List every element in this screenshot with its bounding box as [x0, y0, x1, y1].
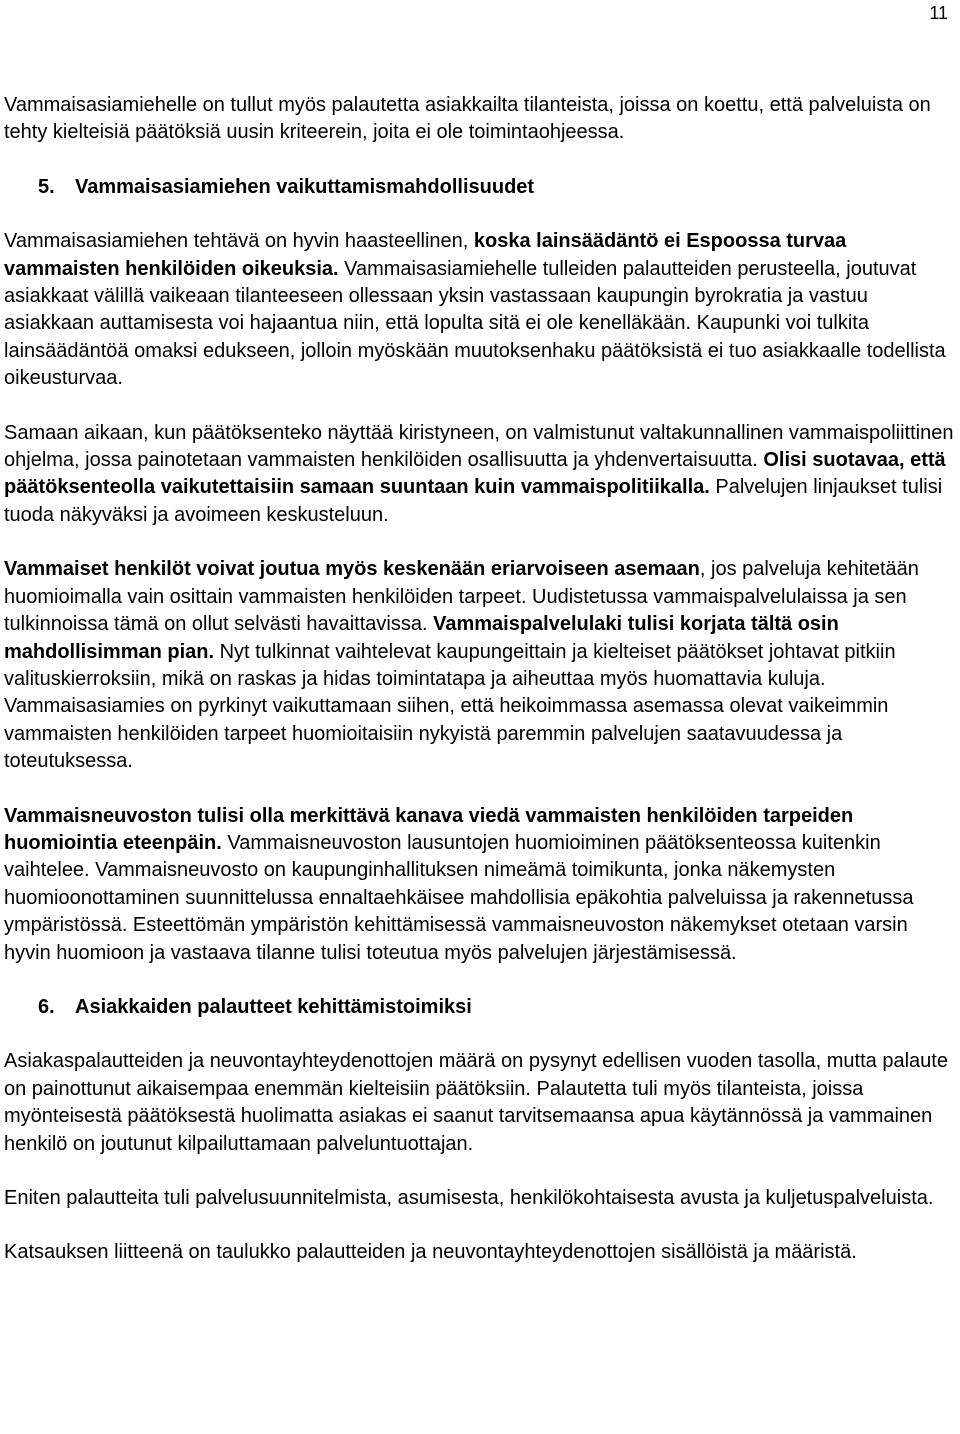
section-5-paragraph-4	[4, 803, 956, 967]
section-6-number: 6.	[38, 995, 55, 1018]
bold-run: Vammaiset henkilöt voivat joutua myös keskenään eriarvoiseen asemaan	[4, 558, 700, 581]
intro-paragraph: Vammaisasiamiehelle on tullut myös palautetta asiakkailta tilanteista, joissa on koettu, että palveluista on tehty kielteisiä päätöksiä uusin kriteerein, joita ei ole toimintaohjeessa.	[4, 94, 931, 144]
section-5-heading	[4, 174, 956, 201]
text-run: Vammaisasiamiehelle tulleiden palautteiden perusteella, joutuvat asiakkaat välillä vaikeaan tilanteeseen ollessaan yksin vastassaan kaupungin byrokratia ja vastuu asiakkaan auttamisesta voi hajaantua niin, että lopulta sitä ei ole kenelläkään. Kaupunki voi tulkita lainsäädäntöä omaksi edukseen, jolloin myöskään muutoksenhaku päätöksistä ei tuo asiakkaalle todellista oikeusturvaa.	[4, 257, 946, 390]
bold-run: Vammaispalvelulaki tulisi korjata tältä osin mahdollisimman pian.	[4, 613, 839, 663]
section-6-paragraph-2: Eniten palautteita tuli palvelusuunnitelmista, asumisesta, henkilökohtaisesta avusta ja kuljetuspalveluista.	[4, 1187, 934, 1209]
text-run: Palvelujen linjaukset tulisi tuoda näkyväksi ja avoimeen keskusteluun.	[4, 476, 943, 526]
text-run: Vammaisasiamiehen tehtävä on hyvin haasteellinen,	[4, 230, 474, 253]
section-5-paragraph-1	[4, 228, 956, 392]
text-run: Nyt tulkinnat vaihtelevat kaupungeittain ja kielteiset päätökset johtavat pitkiin valituskierroksiin, mikä on raskas ja hidas toimintatapa ja aiheuttaa myös huomattavia kuluja. Vammaisasiamies on pyrkinyt vaikuttamaan siihen, että heikoimmassa asemassa olevat vaikeimmin vammaisten henkilöiden tarpeet huomioitaisiin nykyistä paremmin palvelujen saatavuudessa ja toteutuksessa.	[4, 640, 896, 773]
bold-run: koska lainsäädäntö ei Espoossa turvaa vammaisten henkilöiden oikeuksia.	[4, 230, 847, 280]
text-run: Vammaisneuvoston lausuntojen huomioiminen päätöksenteossa kuitenkin vaihtelee. Vammaisneuvosto on kaupunginhallituksen nimeämä toimikunta, jonka näkemysten huomioonottaminen suunnittelussa ennaltaehkäisee mahdollisia epäkohtia palveluissa ja rakennetussa ympäristössä. Esteettömän ympäristön kehittämisessä vammaisneuvoston näkemykset otetaan varsin hyvin huomioon ja vastaava tilanne tulisi toteutua myös palvelujen järjestämisessä.	[4, 831, 914, 964]
text-run: Samaan aikaan, kun päätöksenteko näyttää kiristyneen, on valmistunut valtakunnallinen vammaispoliittinen ohjelma, jossa painotetaan vammaisten henkilöiden osallisuutta ja yhdenvertaisuutta.	[4, 421, 954, 472]
section-5-title: Vammaisasiamiehen vaikuttamismahdollisuudet	[75, 175, 535, 198]
text-run: , jos palveluja kehitetään huomioimalla vain osittain vammaisten henkilöiden tarpeet. Uudistetussa vammaispalvelulaissa ja sen tulkinnoissa tämä on ollut selvästi havaittavissa.	[4, 558, 919, 636]
document-body	[4, 92, 956, 1267]
section-6-heading	[4, 994, 956, 1021]
section-6-paragraph-3: Katsauksen liitteenä on taulukko palautteiden ja neuvontayhteydenottojen sisällöistä ja määristä.	[4, 1241, 857, 1264]
section-5-number: 5.	[38, 175, 55, 198]
bold-run: Olisi suotavaa, että päätöksenteolla vaikutettaisiin samaan suuntaan kuin vammaispolitiikalla.	[4, 449, 946, 499]
bold-run: Vammaisneuvoston tulisi olla merkittävä kanava viedä vammaisten henkilöiden tarpeiden huomiointia eteenpäin.	[4, 804, 854, 854]
page-number: 11	[929, 3, 948, 23]
section-5-paragraph-2	[4, 420, 956, 530]
section-6-paragraph-1: Asiakaspalautteiden ja neuvontayhteydenottojen määrä on pysynyt edellisen vuoden tasolla, mutta palaute on painottunut aikaisempaa enemmän kielteisiin päätöksiin. Palautetta tuli myös tilanteista, joissa myönteisestä päätöksestä huolimatta asiakas ei saanut tarvitsemaansa apua käytännössä ja vammainen henkilö on joutunut kilpailuttamaan palveluntuottajan.	[4, 1050, 948, 1155]
section-5-paragraph-3	[4, 556, 956, 775]
section-6-title: Asiakkaiden palautteet kehittämistoimiksi	[75, 995, 472, 1018]
